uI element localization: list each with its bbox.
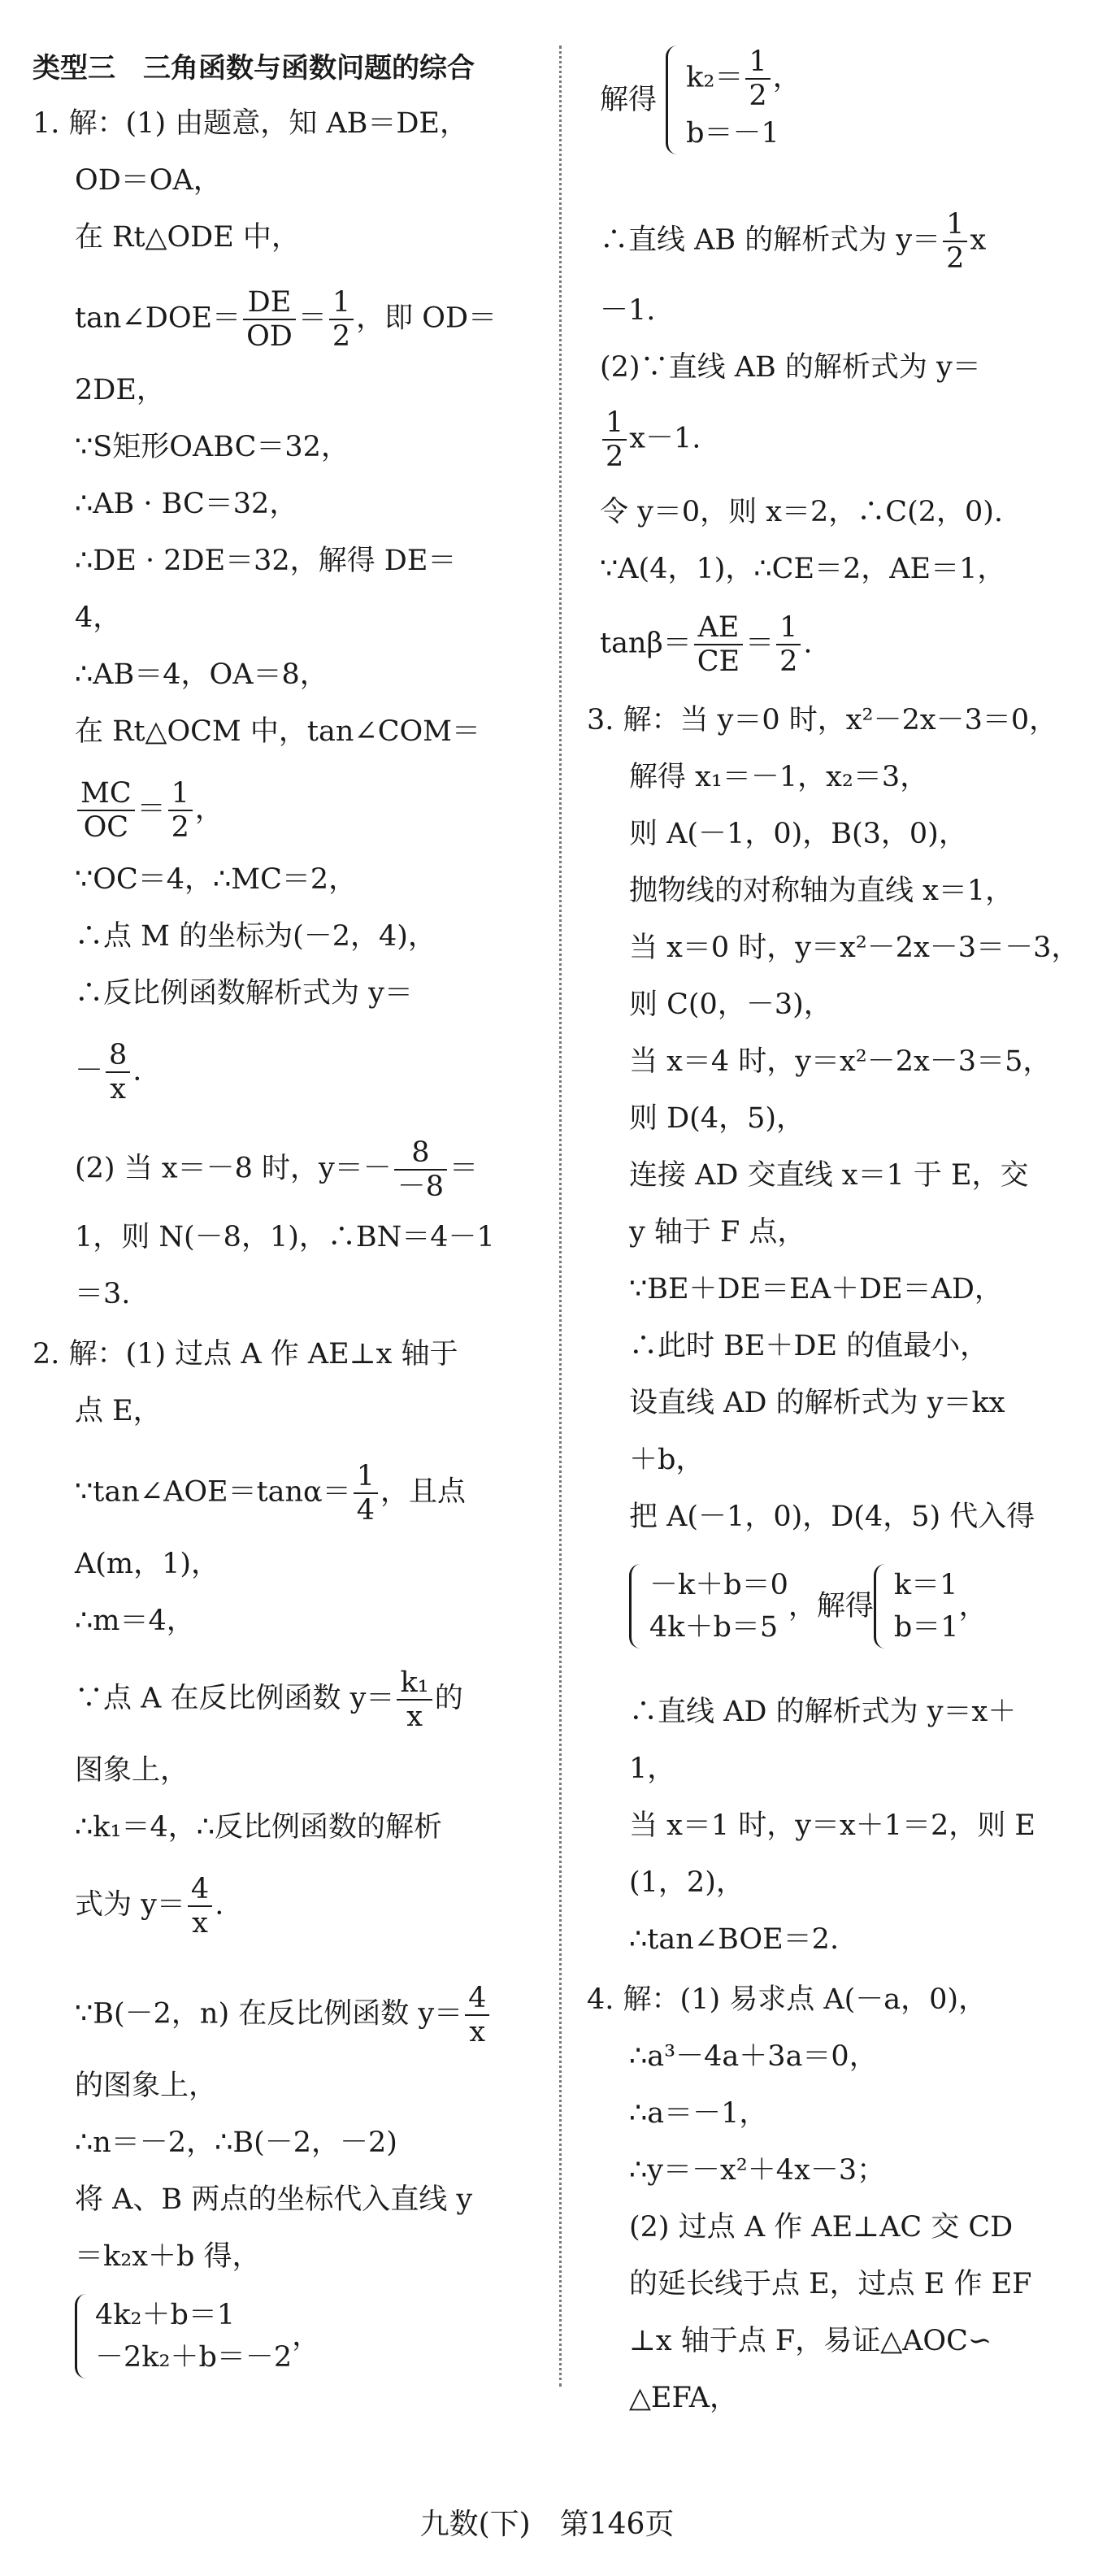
text-line: 4， bbox=[75, 602, 122, 634]
text-line: 在 Rt△ODE 中， bbox=[75, 221, 300, 254]
text-line: △EFA， bbox=[629, 2382, 738, 2414]
math-line: ∵B(－2，n) 在反比例函数 y＝ $\frac{4}{x}$ bbox=[75, 1982, 536, 2048]
text-line: 2. 解：(1) 过点 A 作 AE⊥x 轴于 bbox=[33, 1338, 458, 1371]
text-line: y 轴于 F 点， bbox=[629, 1216, 806, 1249]
text-line: 的图象上， bbox=[75, 2070, 218, 2102]
text-line: ∴tan∠BOE＝2. bbox=[629, 1923, 840, 1956]
text-line: ⊥x 轴于点 F，易证△AOC∽ bbox=[629, 2325, 992, 2357]
text-line: ∴k₁＝4，∴反比例函数的解析 bbox=[75, 1811, 443, 1844]
text-line: 解得 x₁＝－1，x₂＝3， bbox=[629, 761, 929, 793]
text-line: 则 C(0，－3)， bbox=[629, 988, 832, 1021]
text-line: ＋b， bbox=[629, 1444, 705, 1476]
fraction: $\frac{1}{2}$ bbox=[602, 406, 627, 473]
text-line: 的延长线于点 E，过点 E 作 EF bbox=[629, 2268, 1032, 2300]
text-line: 令 y＝0，则 x＝2，∴C(2，0). bbox=[600, 496, 1004, 528]
text-line: ∴AB＝4，OA＝8， bbox=[75, 658, 328, 691]
text-line: 把 A(－1，0)，D(4，5) 代入得 bbox=[629, 1501, 1035, 1533]
text-line: 当 x＝4 时，y＝x²－2x－3＝5， bbox=[629, 1045, 1052, 1078]
math-line: 式为 y＝ $\frac{4}{x}$ . bbox=[75, 1873, 224, 1940]
text-line: 当 x＝1 时，y＝x＋1＝2，则 E bbox=[629, 1809, 1035, 1842]
fraction: $\frac{\text{k₁}}{x}$ bbox=[397, 1666, 432, 1733]
fraction: $\frac{1}{2}$ bbox=[745, 46, 770, 112]
text-line: ∴此时 BE＋DE 的值最小， bbox=[629, 1330, 989, 1362]
page-footer: 九数(下) 第146页 bbox=[419, 2508, 675, 2541]
column-divider bbox=[559, 46, 562, 2387]
text-line: 1. 解：(1) 由题意，知 AB＝DE， bbox=[33, 107, 468, 140]
text-line: ∴n＝－2，∴B(－2，－2) bbox=[75, 2126, 397, 2159]
text-line: 1，则 N(－8，1)，∴BN＝4－1 bbox=[75, 1221, 495, 1253]
math-line: ∵点 A 在反比例函数 y＝ $\frac{\text{k₁}}{x}$ 的 bbox=[75, 1666, 463, 1733]
text-line: 当 x＝0 时，y＝x²－2x－3＝－3， bbox=[629, 932, 1080, 964]
fraction: $\frac{1}{2}$ bbox=[329, 286, 354, 353]
text-line: 点 E， bbox=[75, 1395, 162, 1427]
text-line: ∵OC＝4，∴MC＝2， bbox=[75, 863, 358, 896]
text-line: ∵A(4，1)，∴CE＝2，AE＝1， bbox=[600, 553, 1006, 585]
text-line: A(m，1)， bbox=[75, 1548, 220, 1580]
text-line: 则 D(4，5)， bbox=[629, 1102, 805, 1135]
text-line: 设直线 AD 的解析式为 y＝kx bbox=[629, 1387, 1005, 1419]
text-line: ∴DE · 2DE＝32，解得 DE＝ bbox=[75, 545, 457, 577]
text-line: ∴y＝－x²＋4x－3； bbox=[629, 2154, 886, 2187]
math-line: ∴直线 AB 的解析式为 y＝ $\frac{1}{2}$ x bbox=[600, 208, 987, 275]
text-line: (2)∵直线 AB 的解析式为 y＝ bbox=[600, 351, 981, 384]
text-line: (1，2)， bbox=[629, 1866, 745, 1899]
text-line: ∴a＝－1， bbox=[629, 2097, 768, 2130]
math-line: tanβ＝ $\frac{AE}{CE}$ ＝ $\frac{1}{2}$ . bbox=[600, 611, 813, 678]
text-line: 连接 AD 交直线 x＝1 于 E，交 bbox=[629, 1159, 1029, 1192]
brace bbox=[666, 46, 681, 154]
text-line: ＝3. bbox=[75, 1278, 131, 1310]
text-line: 则 A(－1，0)，B(3，0)， bbox=[629, 818, 967, 850]
text-line: ∴点 M 的坐标为(－2，4)， bbox=[75, 920, 436, 953]
fraction: $\frac{DE}{OD}$ bbox=[243, 286, 296, 353]
text-line: 2DE， bbox=[75, 374, 165, 406]
text-line: OD＝OA， bbox=[75, 164, 222, 197]
text-line: 图象上， bbox=[75, 1754, 189, 1787]
fraction: $\frac{1}{2}$ bbox=[776, 611, 801, 678]
text-line: ＝k₂x＋b 得， bbox=[75, 2240, 261, 2273]
fraction: $\frac{AE}{CE}$ bbox=[694, 611, 743, 678]
math-line: (2) 当 x＝－8 时，y＝－ $\frac{8}{-8}$ ＝ bbox=[75, 1136, 479, 1203]
text-line: ∴AB · BC＝32， bbox=[75, 488, 298, 520]
brace bbox=[75, 2294, 90, 2378]
brace bbox=[874, 1564, 889, 1649]
text-line: 3. 解：当 y＝0 时，x²－2x－3＝0， bbox=[587, 704, 1058, 736]
fraction: $\frac{8}{x}$ bbox=[106, 1039, 130, 1106]
text-line: ∴m＝4， bbox=[75, 1605, 195, 1637]
text-line: ∵S矩形OABC＝32， bbox=[75, 431, 349, 463]
equation-system: 4k₂＋b＝1 －2k₂＋b＝－2 ， bbox=[75, 2294, 536, 2378]
math-line: tan∠DOE＝ $\frac{DE}{OD}$ ＝ $\frac{1}{2}$ ，即 OD＝ bbox=[75, 286, 497, 353]
text-line: ∴直线 AD 的解析式为 y＝x＋ bbox=[629, 1696, 1017, 1728]
fraction: $\frac{1}{2}$ bbox=[168, 777, 193, 844]
text-line: ∴a³－4a＋3a＝0， bbox=[629, 2040, 878, 2073]
text-line: 将 A、B 两点的坐标代入直线 y bbox=[75, 2183, 473, 2216]
fraction: $\frac{1}{2}$ bbox=[943, 208, 967, 275]
text-line: ∵BE＋DE＝EA＋DE＝AD， bbox=[629, 1273, 1003, 1305]
fraction: $\frac{MC}{OC}$ bbox=[77, 777, 135, 844]
equation-system: 解得 k₂＝ $\frac{1}{2}$ ， b＝－1 bbox=[600, 46, 1074, 154]
math-line: ∵tan∠AOE＝tanα＝ $\frac{1}{4}$ ，且点 bbox=[75, 1460, 466, 1527]
fraction: $\frac{1}{4}$ bbox=[354, 1460, 378, 1527]
section-heading: 类型三 三角函数与函数问题的综合 bbox=[33, 52, 475, 85]
math-line: $\frac{MC}{OC}$ ＝ $\frac{1}{2}$ ， bbox=[75, 777, 536, 844]
text-line: 1， bbox=[629, 1753, 676, 1785]
brace bbox=[629, 1564, 645, 1649]
text-line: ∴反比例函数解析式为 y＝ bbox=[75, 977, 413, 1010]
equation-system: －k＋b＝0 4k＋b＝5 ，解得 k＝1 b＝1 ， bbox=[629, 1564, 1074, 1649]
fraction: $\frac{4}{x}$ bbox=[188, 1873, 212, 1940]
text-line: 在 Rt△OCM 中，tan∠COM＝ bbox=[75, 715, 481, 748]
text-line: (2) 过点 A 作 AE⊥AC 交 CD bbox=[629, 2211, 1014, 2244]
fraction: $\frac{4}{x}$ bbox=[465, 1982, 489, 2048]
text-line: 4. 解：(1) 易求点 A(－a，0)， bbox=[587, 1983, 988, 2016]
math-line: $\frac{1}{2}$ x－1. bbox=[600, 406, 1074, 473]
math-line: － $\frac{8}{x}$ . bbox=[75, 1039, 142, 1106]
text-line: 抛物线的对称轴为直线 x＝1， bbox=[629, 875, 1014, 907]
fraction: $\frac{8}{-8}$ bbox=[394, 1136, 447, 1203]
text-line: －1. bbox=[600, 294, 656, 327]
